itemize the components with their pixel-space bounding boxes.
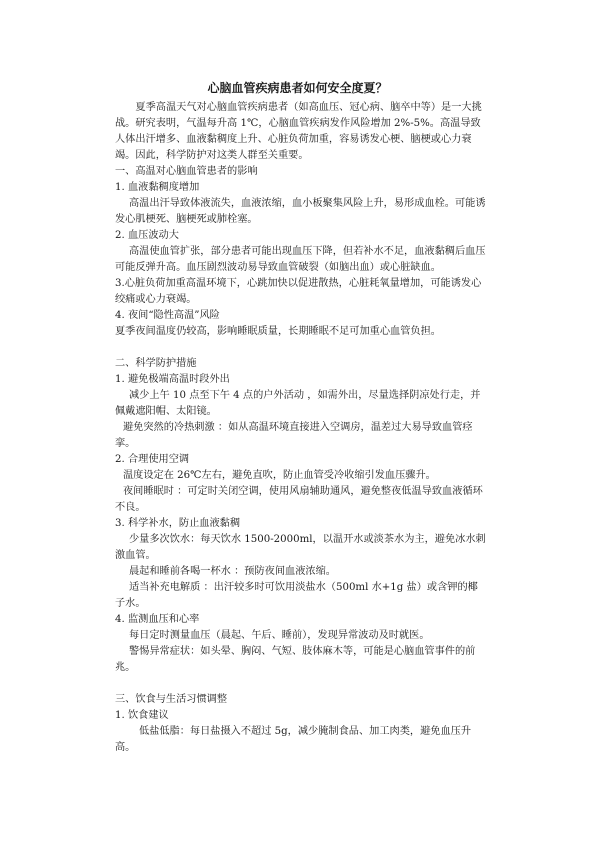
section-2-item-4-para-1: 每日定时测量血压（晨起、午后、睡前），发现异常波动及时就医。	[129, 630, 430, 641]
section-3-heading: 三、饮食与生活习惯调整	[115, 694, 228, 705]
section-1-item-4-title: 4. 夜间“隐性高温”风险	[115, 310, 220, 321]
intro-paragraph: 夏季高温天气对心脑血管疾病患者（如高血压、冠心病、脑卒中等）是一大挑战。研究表明，气温每升高 1℃，心脑血管疾病发作风险增加 2%-5%。高温导致人体出汗增多、血液黏稠度上升、心脏负荷加重，容易诱发心梗、脑梗或心力衰竭。因此，科学防护对这类人群至关重要。	[115, 102, 482, 161]
section-2-item-3-para-2: 晨起和睡前各喝一杯水 ：预防夜间血液浓缩。	[129, 566, 336, 577]
section-1-item-1-body: 高温出汗导致体液流失，血液浓缩，血小板聚集风险上升，易形成血栓。可能诱发心肌梗死、脑梗死或肺栓塞。	[115, 198, 486, 225]
section-2-item-4-para-2: 警惕异常症状：如头晕、胸闷、气短、肢体麻木等，可能是心脑血管事件的前兆。	[115, 646, 476, 673]
section-2-item-1-para-2: 避免突然的冷热刺激 ：如从高温环境直接进入空调房，温差过大易导致血管痉挛。	[115, 422, 473, 449]
section-2-item-3-title: 3. 科学补水，防止血液黏稠	[115, 518, 241, 529]
section-1-item-2-title: 2. 血压波动大	[115, 230, 179, 241]
section-2-item-3-para-3: 适当补充电解质 ：出汗较多时可饮用淡盐水（500ml 水+1g 盐）或含钾的椰子水。	[115, 582, 478, 609]
section-2-item-2-para-2: 夜间睡眠时 ：可定时关闭空调，使用风扇辅助通风，避免整夜低温导致血液循环不良。	[115, 486, 483, 513]
section-2-item-4-title: 4. 监测血压和心率	[115, 614, 200, 625]
section-2-item-1-title: 1. 避免极端高温时段外出	[115, 374, 230, 385]
page-title: 心脑血管疾病患者如何安全度夏？	[207, 81, 388, 95]
section-3-item-1-para-1: 低盐低脂：每日盐摄入不超过 5g，减少腌制食品、加工肉类，避免血压升高。	[115, 726, 472, 753]
article-body	[115, 100, 487, 756]
spacer	[115, 676, 487, 692]
spacer	[115, 340, 487, 356]
section-1-item-2-body: 高温使血管扩张，部分患者可能出现血压下降，但若补水不足，血液黏稠后血压可能反弹升高。血压剧烈波动易导致血管破裂（如脑出血）或心脏缺血。	[115, 246, 486, 273]
section-2-item-3-para-1: 少量多次饮水：每天饮水 1500-2000ml，以温开水或淡茶水为主，避免冰水刺激血管。	[115, 534, 486, 561]
section-2-heading: 二、科学防护措施	[115, 358, 197, 369]
section-1-heading: 一、高温对心脑血管患者的影响	[115, 166, 258, 177]
section-1-item-1-title: 1. 血液黏稠度增加	[115, 182, 200, 193]
section-2-item-2-title: 2. 合理使用空调	[115, 454, 190, 465]
section-1-item-4-body: 夏季夜间温度仍较高，影响睡眠质量，长期睡眠不足可加重心血管负担。	[115, 326, 441, 337]
section-2-item-1-para-1: 减少上午 10 点至下午 4 点的户外活动 ，如需外出，尽量选择阴凉处行走，并佩戴遮阳帽、太阳镜。	[115, 390, 481, 417]
section-1-item-3: 3.心脏负荷加重高温环境下，心跳加快以促进散热，心脏耗氧量增加，可能诱发心绞痛或心力衰竭。	[115, 278, 482, 305]
section-2-item-2-para-1: 温度设定在 26℃左右，避免直吹，防止血管受冷收缩引发血压骤升。	[123, 470, 436, 481]
section-3-item-1-title: 1. 饮食建议	[115, 710, 169, 721]
